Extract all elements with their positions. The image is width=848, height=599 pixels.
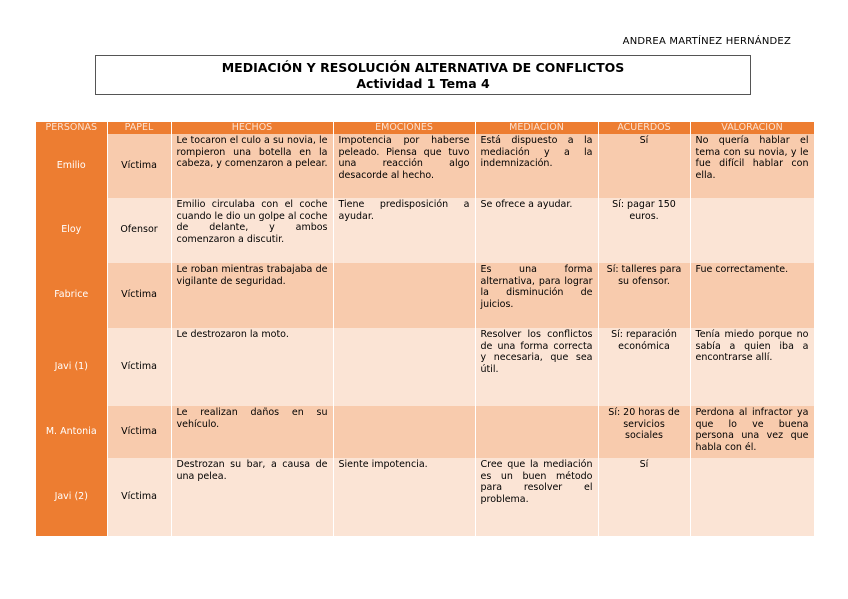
title-box bbox=[95, 55, 751, 95]
cell-acuerdos: Sí: reparación económica bbox=[598, 328, 690, 406]
table-row bbox=[36, 134, 814, 198]
cell-persona: Fabrice bbox=[36, 263, 107, 328]
cell-valoracion: Fue correctamente. bbox=[690, 263, 814, 328]
cell-mediacion bbox=[475, 406, 598, 458]
cell-mediacion: Se ofrece a ayudar. bbox=[475, 198, 598, 263]
cell-papel: Víctima bbox=[107, 263, 171, 328]
cell-acuerdos: Sí: pagar 150 euros. bbox=[598, 198, 690, 263]
cell-emociones bbox=[333, 263, 475, 328]
cell-valoracion bbox=[690, 198, 814, 263]
cell-hechos: Le realizan daños en su vehículo. bbox=[171, 406, 333, 458]
document-subtitle: Actividad 1 Tema 4 bbox=[356, 76, 490, 91]
cell-persona: Javi (1) bbox=[36, 328, 107, 406]
cell-emociones: Siente impotencia. bbox=[333, 458, 475, 536]
header-hechos: HECHOS bbox=[171, 122, 333, 134]
cell-acuerdos: Sí: talleres para su ofensor. bbox=[598, 263, 690, 328]
table-row bbox=[36, 198, 814, 263]
table-row bbox=[36, 328, 814, 406]
cell-hechos: Destrozan su bar, a causa de una pelea. bbox=[171, 458, 333, 536]
cell-acuerdos: Sí: 20 horas de servicios sociales bbox=[598, 406, 690, 458]
cell-persona: Eloy bbox=[36, 198, 107, 263]
cell-valoracion: Perdona al infractor ya que lo ve buena persona una vez que habla con él. bbox=[690, 406, 814, 458]
cell-emociones bbox=[333, 328, 475, 406]
header-mediacion: MEDIACIÓN bbox=[475, 122, 598, 134]
cell-mediacion: Resolver los conflictos de una forma correcta y necesaria, que sea útil. bbox=[475, 328, 598, 406]
author-name: ANDREA MARTÍNEZ HERNÁNDEZ bbox=[622, 36, 791, 47]
cell-papel: Ofensor bbox=[107, 198, 171, 263]
cell-hechos: Le destrozaron la moto. bbox=[171, 328, 333, 406]
cell-mediacion: Cree que la mediación es un buen método para resolver el problema. bbox=[475, 458, 598, 536]
header-papel: PAPEL bbox=[107, 122, 171, 134]
table-row bbox=[36, 263, 814, 328]
header-valoracion: VALORACIÓN bbox=[690, 122, 814, 134]
cell-persona: Javi (2) bbox=[36, 458, 107, 536]
cell-hechos: Le tocaron el culo a su novia, le rompieron una botella en la cabeza, y comenzaron a pelear. bbox=[171, 134, 333, 198]
header-emociones: EMOCIONES bbox=[333, 122, 475, 134]
cell-papel: Víctima bbox=[107, 458, 171, 536]
cell-mediacion: Es una forma alternativa, para lograr la disminución de juicios. bbox=[475, 263, 598, 328]
cell-emociones: Tiene predisposición a ayudar. bbox=[333, 198, 475, 263]
cell-hechos: Le roban mientras trabajaba de vigilante de seguridad. bbox=[171, 263, 333, 328]
header-personas: PERSONAS bbox=[36, 122, 107, 134]
cell-valoracion bbox=[690, 458, 814, 536]
cell-papel: Víctima bbox=[107, 134, 171, 198]
cell-valoracion: No quería hablar el tema con su novia, y le fue difícil hablar con ella. bbox=[690, 134, 814, 198]
cell-emociones bbox=[333, 406, 475, 458]
cell-emociones: Impotencia por haberse peleado. Piensa que tuvo una reacción algo desacorde al hecho. bbox=[333, 134, 475, 198]
cell-mediacion: Está dispuesto a la mediación y a la indemnización. bbox=[475, 134, 598, 198]
mediation-table bbox=[36, 122, 815, 536]
cell-persona: Emilio bbox=[36, 134, 107, 198]
cell-hechos: Emilio circulaba con el coche cuando le dio un golpe al coche de delante, y ambos comenzaron a discutir. bbox=[171, 198, 333, 263]
cell-valoracion: Tenía miedo porque no sabía a quien iba a encontrarse allí. bbox=[690, 328, 814, 406]
document-title: MEDIACIÓN Y RESOLUCIÓN ALTERNATIVA DE CONFLICTOS bbox=[221, 60, 625, 75]
cell-acuerdos: Sí bbox=[598, 134, 690, 198]
cell-acuerdos: Sí bbox=[598, 458, 690, 536]
header-acuerdos: ACUERDOS bbox=[598, 122, 690, 134]
table-row bbox=[36, 406, 814, 458]
cell-papel: Víctima bbox=[107, 328, 171, 406]
table-header-row bbox=[36, 122, 814, 134]
table-row bbox=[36, 458, 814, 536]
cell-persona: M. Antonia bbox=[36, 406, 107, 458]
cell-papel: Víctima bbox=[107, 406, 171, 458]
